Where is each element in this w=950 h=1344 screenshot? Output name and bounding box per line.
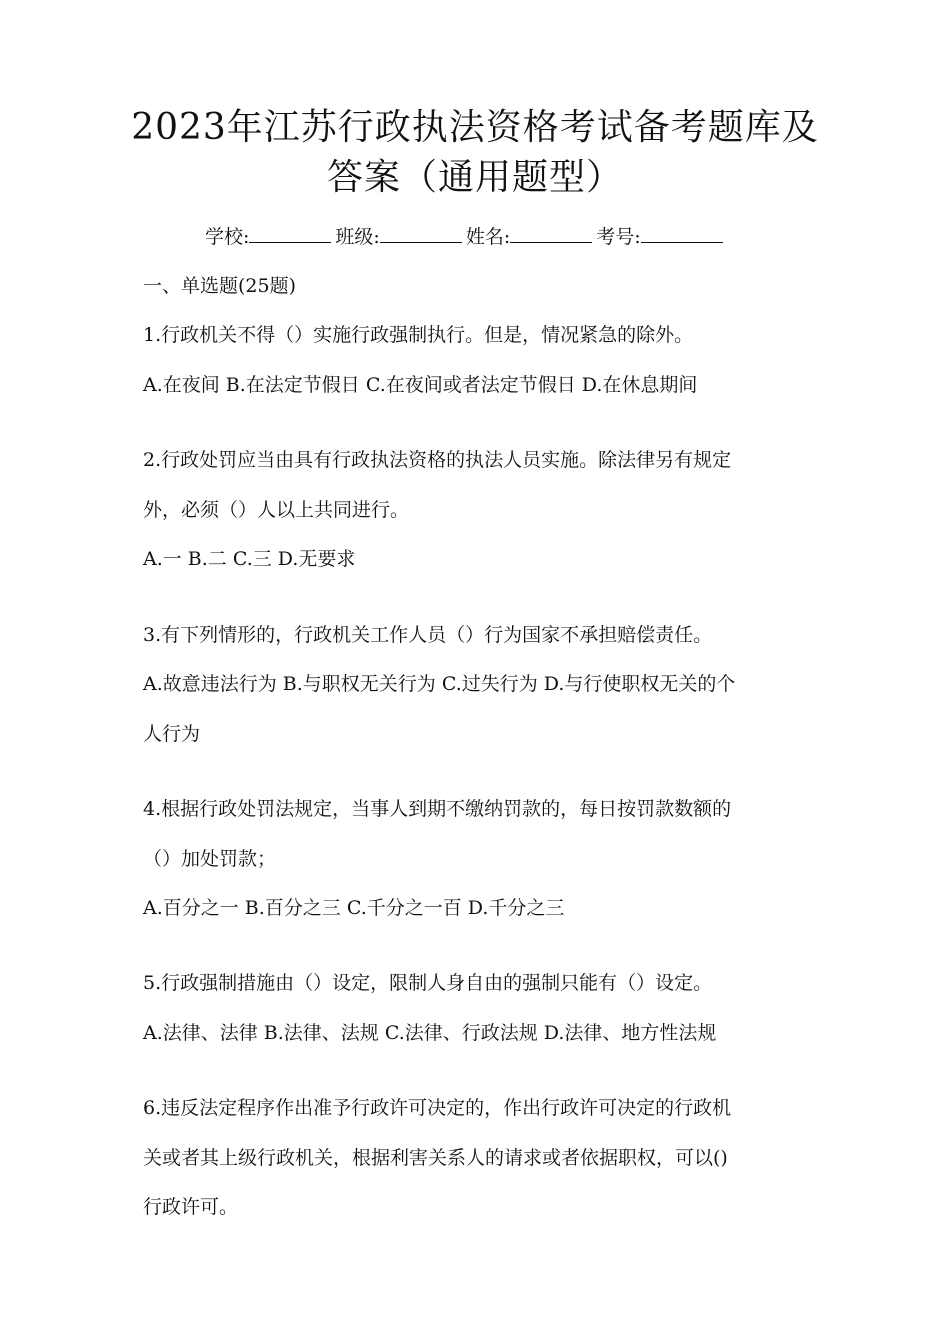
student-info-row: [205, 222, 727, 252]
question-4-stem: （）加处罚款；: [143, 848, 277, 870]
question-3-stem: 3.有下列情形的，行政机关工作人员（）行为国家不承担赔偿责任。: [143, 624, 713, 646]
exam-number-blank: [641, 222, 723, 243]
question-6-stem: 6.违反法定程序作出准予行政许可决定的，作出行政许可决定的行政机: [143, 1097, 732, 1119]
name-blank: [510, 222, 592, 243]
question-3-options: 人行为: [143, 723, 201, 745]
question-6-stem: 关或者其上级行政机关，根据利害关系人的请求或者依据职权，可以(): [143, 1147, 728, 1169]
school-label: 学校:: [205, 226, 250, 248]
question-5-stem: 5.行政强制措施由（）设定，限制人身自由的强制只能有（）设定。: [143, 972, 713, 994]
question-5-options: A.法律、法律 B.法律、法规 C.法律、行政法规 D.法律、地方性法规: [143, 1022, 717, 1044]
question-1-options: A.在夜间 B.在法定节假日 C.在夜间或者法定节假日 D.在休息期间: [143, 374, 698, 396]
question-2-options: A.一 B.二 C.三 D.无要求: [143, 548, 356, 570]
document-title-line-1: 2023年江苏行政执法资格考试备考题库及: [131, 107, 819, 148]
name-label: 姓名:: [465, 226, 511, 248]
class-label: 班级:: [335, 226, 380, 248]
class-blank: [380, 222, 462, 243]
question-2-stem: 外，必须（）人以上共同进行。: [143, 499, 410, 521]
question-4-stem: 4.根据行政处罚法规定，当事人到期不缴纳罚款的，每日按罚款数额的: [143, 798, 732, 820]
question-1-stem: 1.行政机关不得（）实施行政强制执行。但是，情况紧急的除外。: [143, 324, 694, 346]
question-4-options: A.百分之一 B.百分之三 C.千分之一百 D.千分之三: [143, 897, 565, 919]
question-2-stem: 2.行政处罚应当由具有行政执法资格的执法人员实施。除法律另有规定: [143, 449, 732, 471]
exam-number-label: 考号:: [596, 226, 641, 248]
question-6-stem: 行政许可。: [143, 1196, 239, 1218]
document-title-line-2: 答案（通用题型）: [326, 157, 623, 198]
question-3-options: A.故意违法行为 B.与职权无关行为 C.过失行为 D.与行使职权无关的个: [143, 673, 736, 695]
section-heading: 一、单选题(25题): [143, 275, 297, 297]
school-blank: [249, 222, 331, 243]
